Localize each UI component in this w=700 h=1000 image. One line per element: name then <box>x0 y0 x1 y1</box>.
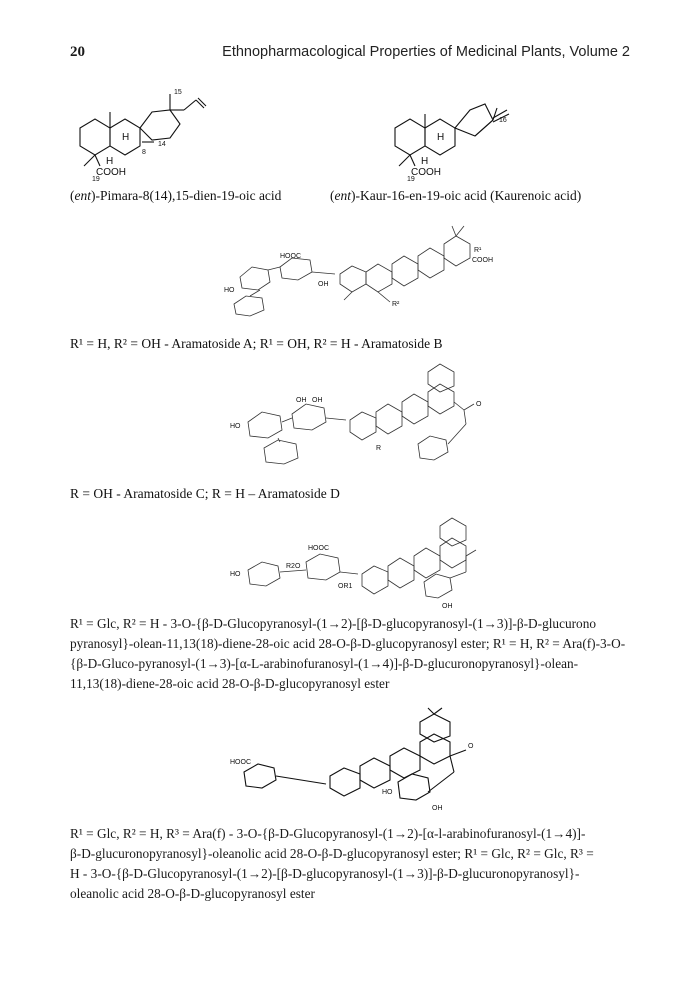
kaur-c16-label: 16 <box>499 117 507 124</box>
aramatoside-ab-ho: HO <box>224 287 235 294</box>
glc-diene-oh: OH <box>442 603 453 610</box>
aramatoside-cd-oh2: OH <box>312 397 323 404</box>
structure-aramatoside-ab <box>220 222 510 322</box>
pimara-cooh: COOH <box>96 167 126 178</box>
paragraph-line: H - 3-O-{β-D-Glucopyranosyl-(1→2)-[β-D-glucopyranosyl-(1→3)]-β-D-glucuronopyranosyl}- <box>70 866 580 881</box>
paragraph-line: {β-D-Gluco-pyranosyl-(1→3)-[α-L-arabinofuranosyl-(1→4)]-β-D-glucuronopyranosyl}-olean- <box>70 656 579 671</box>
paragraph-line: R¹ = Glc, R² = H, R³ = Ara(f) - 3-O-{β-D-Glucopyranosyl-(1→2)-[α-l-arabinofuranosyl-(1→4)]- <box>70 826 586 841</box>
structure-glc-diene <box>228 516 488 608</box>
glc-diene-hooc: HOOC <box>308 545 329 552</box>
caption-pimara: (ent)-Pimara-8(14),15-dien-19-oic acid <box>70 188 282 203</box>
aramatoside-ab-oh: OH <box>318 281 329 288</box>
pimara-h-bottom: H <box>106 156 114 167</box>
aramatoside-cd-o: O <box>476 401 482 408</box>
caption-aramatoside-cd: R = OH - Aramatoside C; R = H – Aramatoside D <box>70 486 340 501</box>
structure-kaur <box>385 92 515 182</box>
paragraph-line: 11,13(18)-diene-28-oic acid 28-O-β-D-glucopyranosyl ester <box>70 676 390 691</box>
aramatoside-cd-ho: HO <box>230 423 241 430</box>
running-title: Ethnopharmacological Properties of Medicinal Plants, Volume 2 <box>222 44 630 60</box>
glc-diene-r2o: R2O <box>286 563 301 570</box>
aramatoside-ab-r2: R² <box>392 301 400 308</box>
kaur-h-top: H <box>437 132 445 143</box>
paragraph-line: β-D-glucuronopyranosyl}-oleanolic acid 28-O-β-D-glucopyranosyl ester; R¹ = Glc, R² = Glc, R³ = <box>70 846 594 861</box>
aramatoside-cd-oh1: OH <box>296 397 307 404</box>
pimara-c14-label: 14 <box>158 141 166 148</box>
paragraph-line: oleanolic acid 28-O-β-D-glucopyranosyl ester <box>70 886 315 901</box>
aramatoside-ab-r1: R¹ <box>474 247 482 254</box>
oleanolic-ho: HO <box>382 789 393 796</box>
pimara-h-top: H <box>122 132 130 143</box>
pimara-c15-label: 15 <box>174 89 182 96</box>
paragraph-glc-diene <box>70 614 630 694</box>
glc-diene-ho: HO <box>230 571 241 578</box>
oleanolic-hooc: HOOC <box>230 759 251 766</box>
page-header <box>70 44 630 64</box>
glc-diene-or1: OR1 <box>338 583 353 590</box>
caption-kaur: (ent)-Kaur-16-en-19-oic acid (Kaurenoic acid) <box>330 188 582 203</box>
oleanolic-oh: OH <box>432 805 443 812</box>
aramatoside-ab-cooh: COOH <box>472 257 493 264</box>
paragraph-line: pyranosyl}-olean-11,13(18)-diene-28-oic acid 28-O-β-D-glucopyranosyl ester; R¹ = H, R² = Ara(f)-3-O- <box>70 636 626 651</box>
structure-aramatoside-cd <box>228 362 498 474</box>
structure-oleanolic <box>222 708 492 818</box>
aramatoside-ab-hooc: HOOC <box>280 253 301 260</box>
kaur-h-bottom: H <box>421 156 429 167</box>
oleanolic-o: O <box>468 743 474 750</box>
structure-pimara <box>70 88 210 183</box>
paragraph-line: R¹ = Glc, R² = H - 3-O-{β-D-Glucopyranosyl-(1→2)-[β-D-glucopyranosyl-(1→3)]-β-D-glucurono <box>70 616 596 631</box>
kaur-c19-label: 19 <box>407 176 415 183</box>
pimara-c8-label: 8 <box>142 149 146 156</box>
pimara-c19-label: 19 <box>92 176 100 183</box>
caption-aramatoside-ab: R¹ = H, R² = OH - Aramatoside A; R¹ = OH, R² = H - Aramatoside B <box>70 336 443 351</box>
aramatoside-cd-r: R <box>376 445 382 452</box>
page-number: 20 <box>70 44 85 60</box>
paragraph-oleanolic <box>70 824 630 904</box>
kaur-cooh: COOH <box>411 167 441 178</box>
